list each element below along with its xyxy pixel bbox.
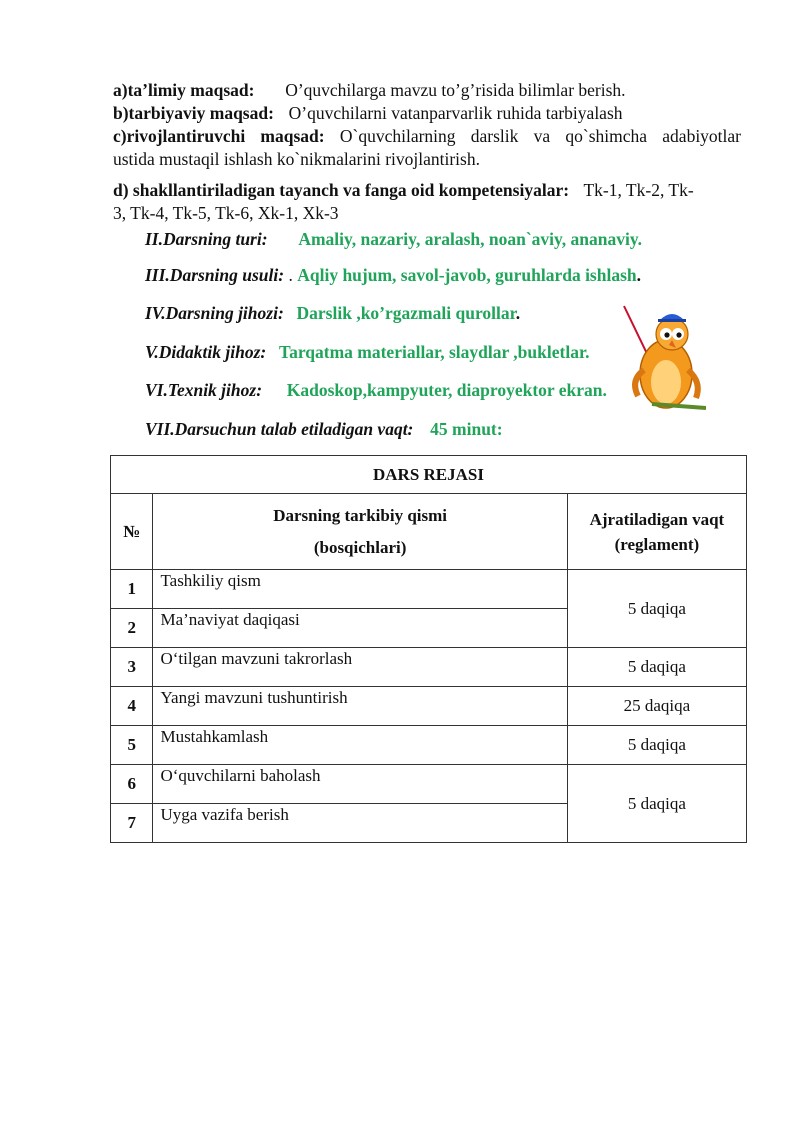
row-number: 2 xyxy=(111,609,153,648)
row-time: 5 daqiqa xyxy=(567,726,746,765)
goal-c-line2 xyxy=(113,148,480,170)
row-time: 5 daqiqa xyxy=(567,648,746,687)
detail-equipment-value: Darslik ,ko’rgazmali qurollar xyxy=(296,303,516,323)
goal-d-text1: Tk-1, Tk-2, Tk- xyxy=(583,180,694,200)
goal-d-line2 xyxy=(113,202,339,224)
row-time: 5 daqiqa xyxy=(567,765,746,843)
detail-didactic-label: V.Didaktik jihoz: xyxy=(145,342,267,362)
row-time: 25 daqiqa xyxy=(567,687,746,726)
row-number: 7 xyxy=(111,804,153,843)
detail-time-label: VII.Darsuchun talab etiladigan vaqt: xyxy=(145,419,414,439)
goal-c-text2: ustida mustaqil ishlash ko`nikmalarini rivojlantirish. xyxy=(113,149,480,169)
row-number: 1 xyxy=(111,570,153,609)
row-time: 5 daqiqa xyxy=(567,570,746,648)
col-stage-header xyxy=(153,494,567,570)
detail-type-value: Amaliy, nazariy, aralash, noan`aviy, ananaviy. xyxy=(298,229,643,249)
table-row xyxy=(111,687,747,726)
table-row xyxy=(111,765,747,804)
row-number: 5 xyxy=(111,726,153,765)
table-row xyxy=(111,648,747,687)
col-number-header: № xyxy=(111,494,153,570)
owl-with-pointer-icon xyxy=(622,304,706,412)
detail-type xyxy=(145,228,642,250)
row-stage: O‘tilgan mavzuni takrorlash xyxy=(153,648,567,687)
detail-technical-value: Kadoskop,kampyuter, diaproyektor ekran. xyxy=(286,380,607,400)
detail-method-prefix: . xyxy=(288,265,293,285)
row-number: 4 xyxy=(111,687,153,726)
detail-equipment xyxy=(145,302,520,324)
col-stage-line1: Darsning tarkibiy qismi xyxy=(273,505,448,525)
goal-d-label: d) shakllantiriladigan tayanch va fanga oid kompetensiyalar: xyxy=(113,180,570,200)
row-stage: Mustahkamlash xyxy=(153,726,567,765)
detail-method xyxy=(145,264,641,286)
goal-a xyxy=(113,79,626,101)
detail-time-value: 45 minut: xyxy=(430,419,503,439)
row-number: 6 xyxy=(111,765,153,804)
col-time-header: Ajratiladigan vaqt (reglament) xyxy=(567,494,746,570)
row-stage: Yangi mavzuni tushuntirish xyxy=(153,687,567,726)
goal-d-line1 xyxy=(113,179,694,201)
goal-c-text1: O`quvchilarning darslik va qo`shimcha adabiyotlar xyxy=(339,126,741,146)
detail-equipment-label: IV.Darsning jihozi: xyxy=(145,303,284,323)
detail-technical-label: VI.Texnik jihoz: xyxy=(145,380,263,400)
table-row xyxy=(111,726,747,765)
detail-equipment-suffix: . xyxy=(515,303,521,323)
detail-method-label: III.Darsning usuli: xyxy=(145,265,285,285)
plan-title: DARS REJASI xyxy=(111,456,747,494)
detail-didactic-value: Tarqatma materiallar, slaydlar ,bukletlar. xyxy=(279,342,590,362)
detail-method-value: Aqliy hujum, savol-javob, guruhlarda ishlash xyxy=(297,265,637,285)
goal-b-label: b)tarbiyaviy maqsad: xyxy=(113,103,274,123)
goal-c-label: c)rivojlantiruvchi maqsad: xyxy=(113,126,325,146)
col-stage-line2: (bosqichlari) xyxy=(313,537,407,557)
goal-a-label: a)ta’limiy maqsad: xyxy=(113,80,255,100)
row-stage: Uyga vazifa berish xyxy=(153,804,567,843)
detail-time xyxy=(145,418,503,440)
goal-b xyxy=(113,102,623,124)
row-number: 3 xyxy=(111,648,153,687)
goal-c-line1 xyxy=(113,125,741,147)
detail-didactic xyxy=(145,341,590,363)
goal-b-text: O’quvchilarni vatanparvarlik ruhida tarbiyalash xyxy=(288,103,623,123)
goal-a-text: O’quvchilarga mavzu to’g’risida bilimlar berish. xyxy=(285,80,626,100)
row-stage: Ma’naviyat daqiqasi xyxy=(153,609,567,648)
lesson-plan-table xyxy=(110,455,747,843)
detail-method-suffix: . xyxy=(636,265,642,285)
detail-technical xyxy=(145,379,607,401)
row-stage: Tashkiliy qism xyxy=(153,570,567,609)
goal-d-text2: 3, Tk-4, Tk-5, Tk-6, Xk-1, Xk-3 xyxy=(113,203,339,223)
table-row xyxy=(111,570,747,609)
detail-type-label: II.Darsning turi: xyxy=(145,229,268,249)
row-stage: O‘quvchilarni baholash xyxy=(153,765,567,804)
